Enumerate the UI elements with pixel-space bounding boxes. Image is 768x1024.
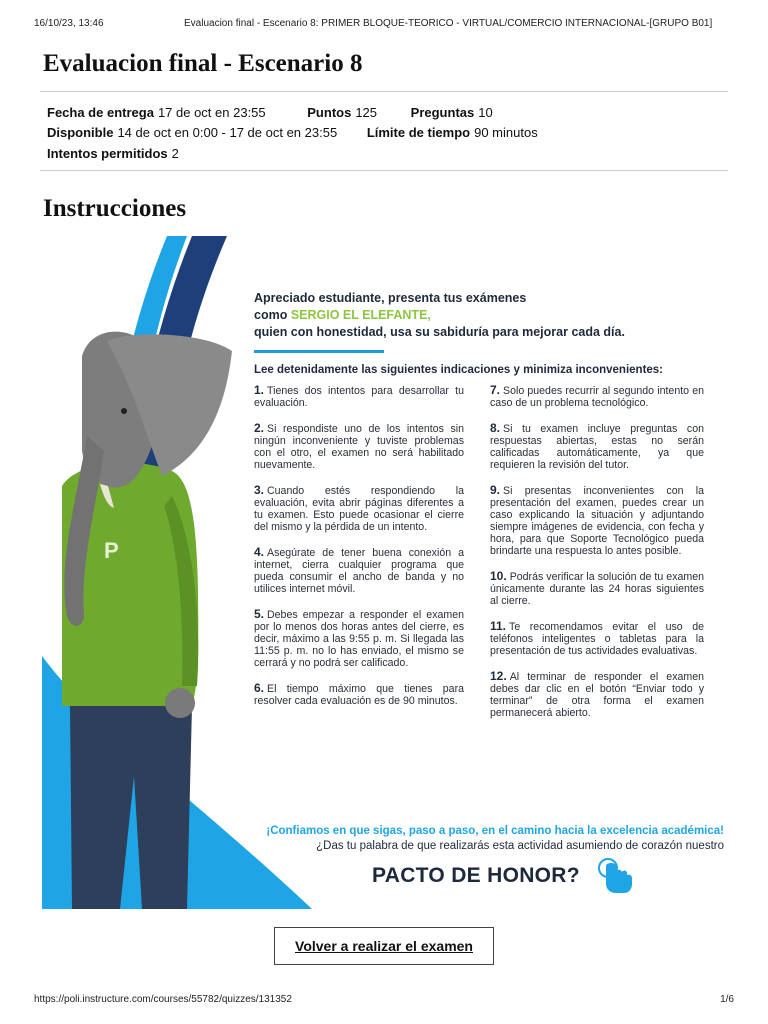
instruction-item <box>254 546 464 595</box>
instruction-number: 9. <box>490 483 501 497</box>
instruction-item <box>490 670 704 719</box>
instruction-item <box>490 620 704 657</box>
closing-message <box>254 824 724 854</box>
instructions-title: Instrucciones <box>43 195 187 222</box>
instructions-banner <box>42 236 727 909</box>
instruction-number: 5. <box>254 607 265 621</box>
quiz-title: Evaluacion final - Escenario 8 <box>43 50 363 77</box>
instruction-number: 3. <box>254 483 265 497</box>
instruction-number: 7. <box>490 383 501 397</box>
accent-rule <box>254 350 384 353</box>
instruction-number: 1. <box>254 383 265 397</box>
quiz-meta-row-3 <box>47 146 179 161</box>
quiz-meta-row-2 <box>47 125 538 140</box>
instruction-text: Podrás verificar la solución de tu examen únicamente durante las 24 horas siguientes al cierre. <box>490 571 704 607</box>
questions-label: Preguntas <box>410 105 475 120</box>
due-label: Fecha de entrega <box>47 105 154 120</box>
instruction-text: Si tu examen incluye preguntas con respuestas abiertas, estas no serán calificadas automáticamente, ya que requieren la revisión del tutor. <box>490 423 704 471</box>
quiz-meta-row-1 <box>47 105 493 120</box>
instruction-number: 6. <box>254 681 265 695</box>
instruction-text: El tiempo máximo que tienes para resolver cada evaluación es de 90 minutos. <box>254 683 464 707</box>
instruction-text: Debes empezar a responder el examen por lo menos dos horas antes del cierre, es decir, máximo a las 9:55 p. m. Si llegada las 11:55 p. m. no lo has enviado, el mismo se cerrará y no podrá ser calificado. <box>254 609 464 669</box>
instruction-number: 12. <box>490 669 507 683</box>
instruction-text: Tienes dos intentos para desarrollar tu evaluación. <box>254 385 464 409</box>
instruction-item <box>254 682 464 707</box>
instruction-item <box>254 608 464 669</box>
instruction-text: Asegúrate de tener buena conexión a internet, cierra cualquier programa que pueda consumir el ancho de banda y no utilices internet móvil. <box>254 547 464 595</box>
pointing-hand-icon <box>594 856 636 896</box>
honor-pact-title: PACTO DE HONOR? <box>372 864 580 887</box>
instruction-text: Cuando estés respondiendo la evaluación, evita abrir páginas diferentes a tu examen. Esto puede ocasionar el cierre del mismo y la pérdida de un intento. <box>254 485 464 533</box>
print-page-number: 1/6 <box>720 994 734 1005</box>
print-url: https://poli.instructure.com/courses/55782/quizzes/131352 <box>34 994 292 1005</box>
instruction-text: Te recomendamos evitar el uso de teléfonos inteligentes o tabletas para la presentación de tus actividades evaluativas. <box>490 621 704 657</box>
instruction-number: 10. <box>490 569 507 583</box>
divider <box>40 91 728 92</box>
instruction-text: Al terminar de responder el examen debes dar clic en el botón “Enviar todo y terminar” de otra forma el examen permanecerá abierto. <box>490 671 704 719</box>
instruction-number: 11. <box>490 619 507 633</box>
attempts-label: Intentos permitidos <box>47 146 168 161</box>
instruction-text: Si presentas inconvenientes con la presentación del examen, puedes crear un caso explicando la situación y adjuntando siempre imágenes de evidencia, con fecha y hora, para que Soporte Tecnológico pueda brindarte una respuesta lo antes posible. <box>490 485 704 557</box>
greeting-line-2a: como <box>254 308 291 322</box>
due-value: 17 de oct en 23:55 <box>157 105 266 120</box>
greeting-line-3: quien con honestidad, usa su sabiduría para mejorar cada día. <box>254 325 625 339</box>
print-page-title: Evaluacion final - Escenario 8: PRIMER BLOQUE-TEORICO - VIRTUAL/COMERCIO INTERNACIONAL-[GRUPO B01] <box>184 18 713 29</box>
instruction-text: Si respondiste uno de los intentos sin ningún inconveniente y tuviste problemas con el otro, el examen no será habilitado nuevamente. <box>254 423 464 471</box>
instruction-item <box>490 570 704 607</box>
instruction-item <box>490 484 704 557</box>
instruction-item <box>490 384 704 409</box>
instructions-lead: Lee detenidamente las siguientes indicaciones y minimiza inconvenientes: <box>254 364 664 376</box>
print-datetime: 16/10/23, 13:46 <box>34 18 104 29</box>
points-label: Puntos <box>307 105 352 120</box>
time-limit-value: 90 minutos <box>474 125 538 140</box>
instruction-item <box>490 422 704 471</box>
instructions-column-right <box>490 384 704 732</box>
poli-logo: P <box>104 538 119 563</box>
instruction-item <box>254 484 464 533</box>
questions-value: 10 <box>478 105 493 120</box>
time-limit-label: Límite de tiempo <box>366 125 471 140</box>
greeting <box>254 290 724 341</box>
attempts-value: 2 <box>171 146 179 161</box>
instruction-item <box>254 422 464 471</box>
available-value: 14 de oct en 0:00 - 17 de oct en 23:55 <box>117 125 338 140</box>
retry-quiz-button[interactable]: Volver a realizar el examen <box>274 927 494 965</box>
instruction-text: Solo puedes recurrir al segundo intento en caso de un problema tecnológico. <box>490 385 704 409</box>
closing-line-1: ¡Confiamos en que sigas, paso a paso, en el camino hacia la excelencia académica! <box>266 825 724 837</box>
points-value: 125 <box>355 105 378 120</box>
closing-line-2: ¿Das tu palabra de que realizarás esta actividad asumiendo de corazón nuestro <box>316 840 724 852</box>
greeting-line-1: Apreciado estudiante, presenta tus exámenes <box>254 291 527 305</box>
instruction-item <box>254 384 464 409</box>
instruction-number: 2. <box>254 421 265 435</box>
instruction-number: 8. <box>490 421 501 435</box>
divider <box>40 170 728 171</box>
instruction-number: 4. <box>254 545 265 559</box>
print-header <box>34 18 734 32</box>
available-label: Disponible <box>47 125 114 140</box>
greeting-highlight: SERGIO EL ELEFANTE, <box>290 308 431 322</box>
instructions-column-left <box>254 384 464 720</box>
